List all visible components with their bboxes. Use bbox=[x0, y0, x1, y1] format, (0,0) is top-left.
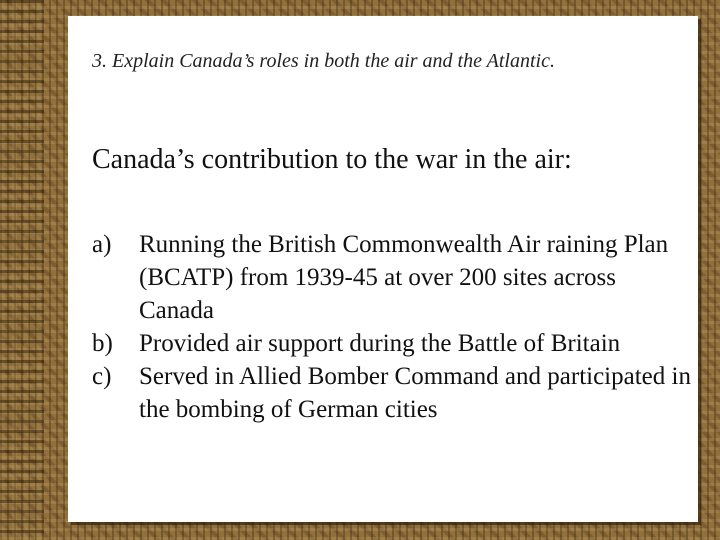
list-item bbox=[92, 360, 692, 426]
left-decorative-band bbox=[0, 0, 44, 540]
slide-subheading: Canada’s contribution to the war in the air: bbox=[92, 144, 572, 175]
contribution-list bbox=[92, 228, 692, 426]
list-marker: c) bbox=[92, 363, 112, 390]
list-item-text: Served in Allied Bomber Command and participated in the bombing of German cities bbox=[139, 363, 691, 423]
list-item bbox=[92, 228, 692, 327]
list-item-text: Provided air support during the Battle of Britain bbox=[139, 330, 621, 357]
list-marker: a) bbox=[92, 231, 112, 258]
list-item-text: Running the British Commonwealth Air raining Plan (BCATP) from 1939-45 at over 200 sites across Canada bbox=[139, 231, 669, 324]
list-item bbox=[92, 327, 692, 360]
slide-title: 3. Explain Canada’s roles in both the air and the Atlantic. bbox=[92, 50, 555, 72]
list-marker: b) bbox=[92, 330, 113, 357]
